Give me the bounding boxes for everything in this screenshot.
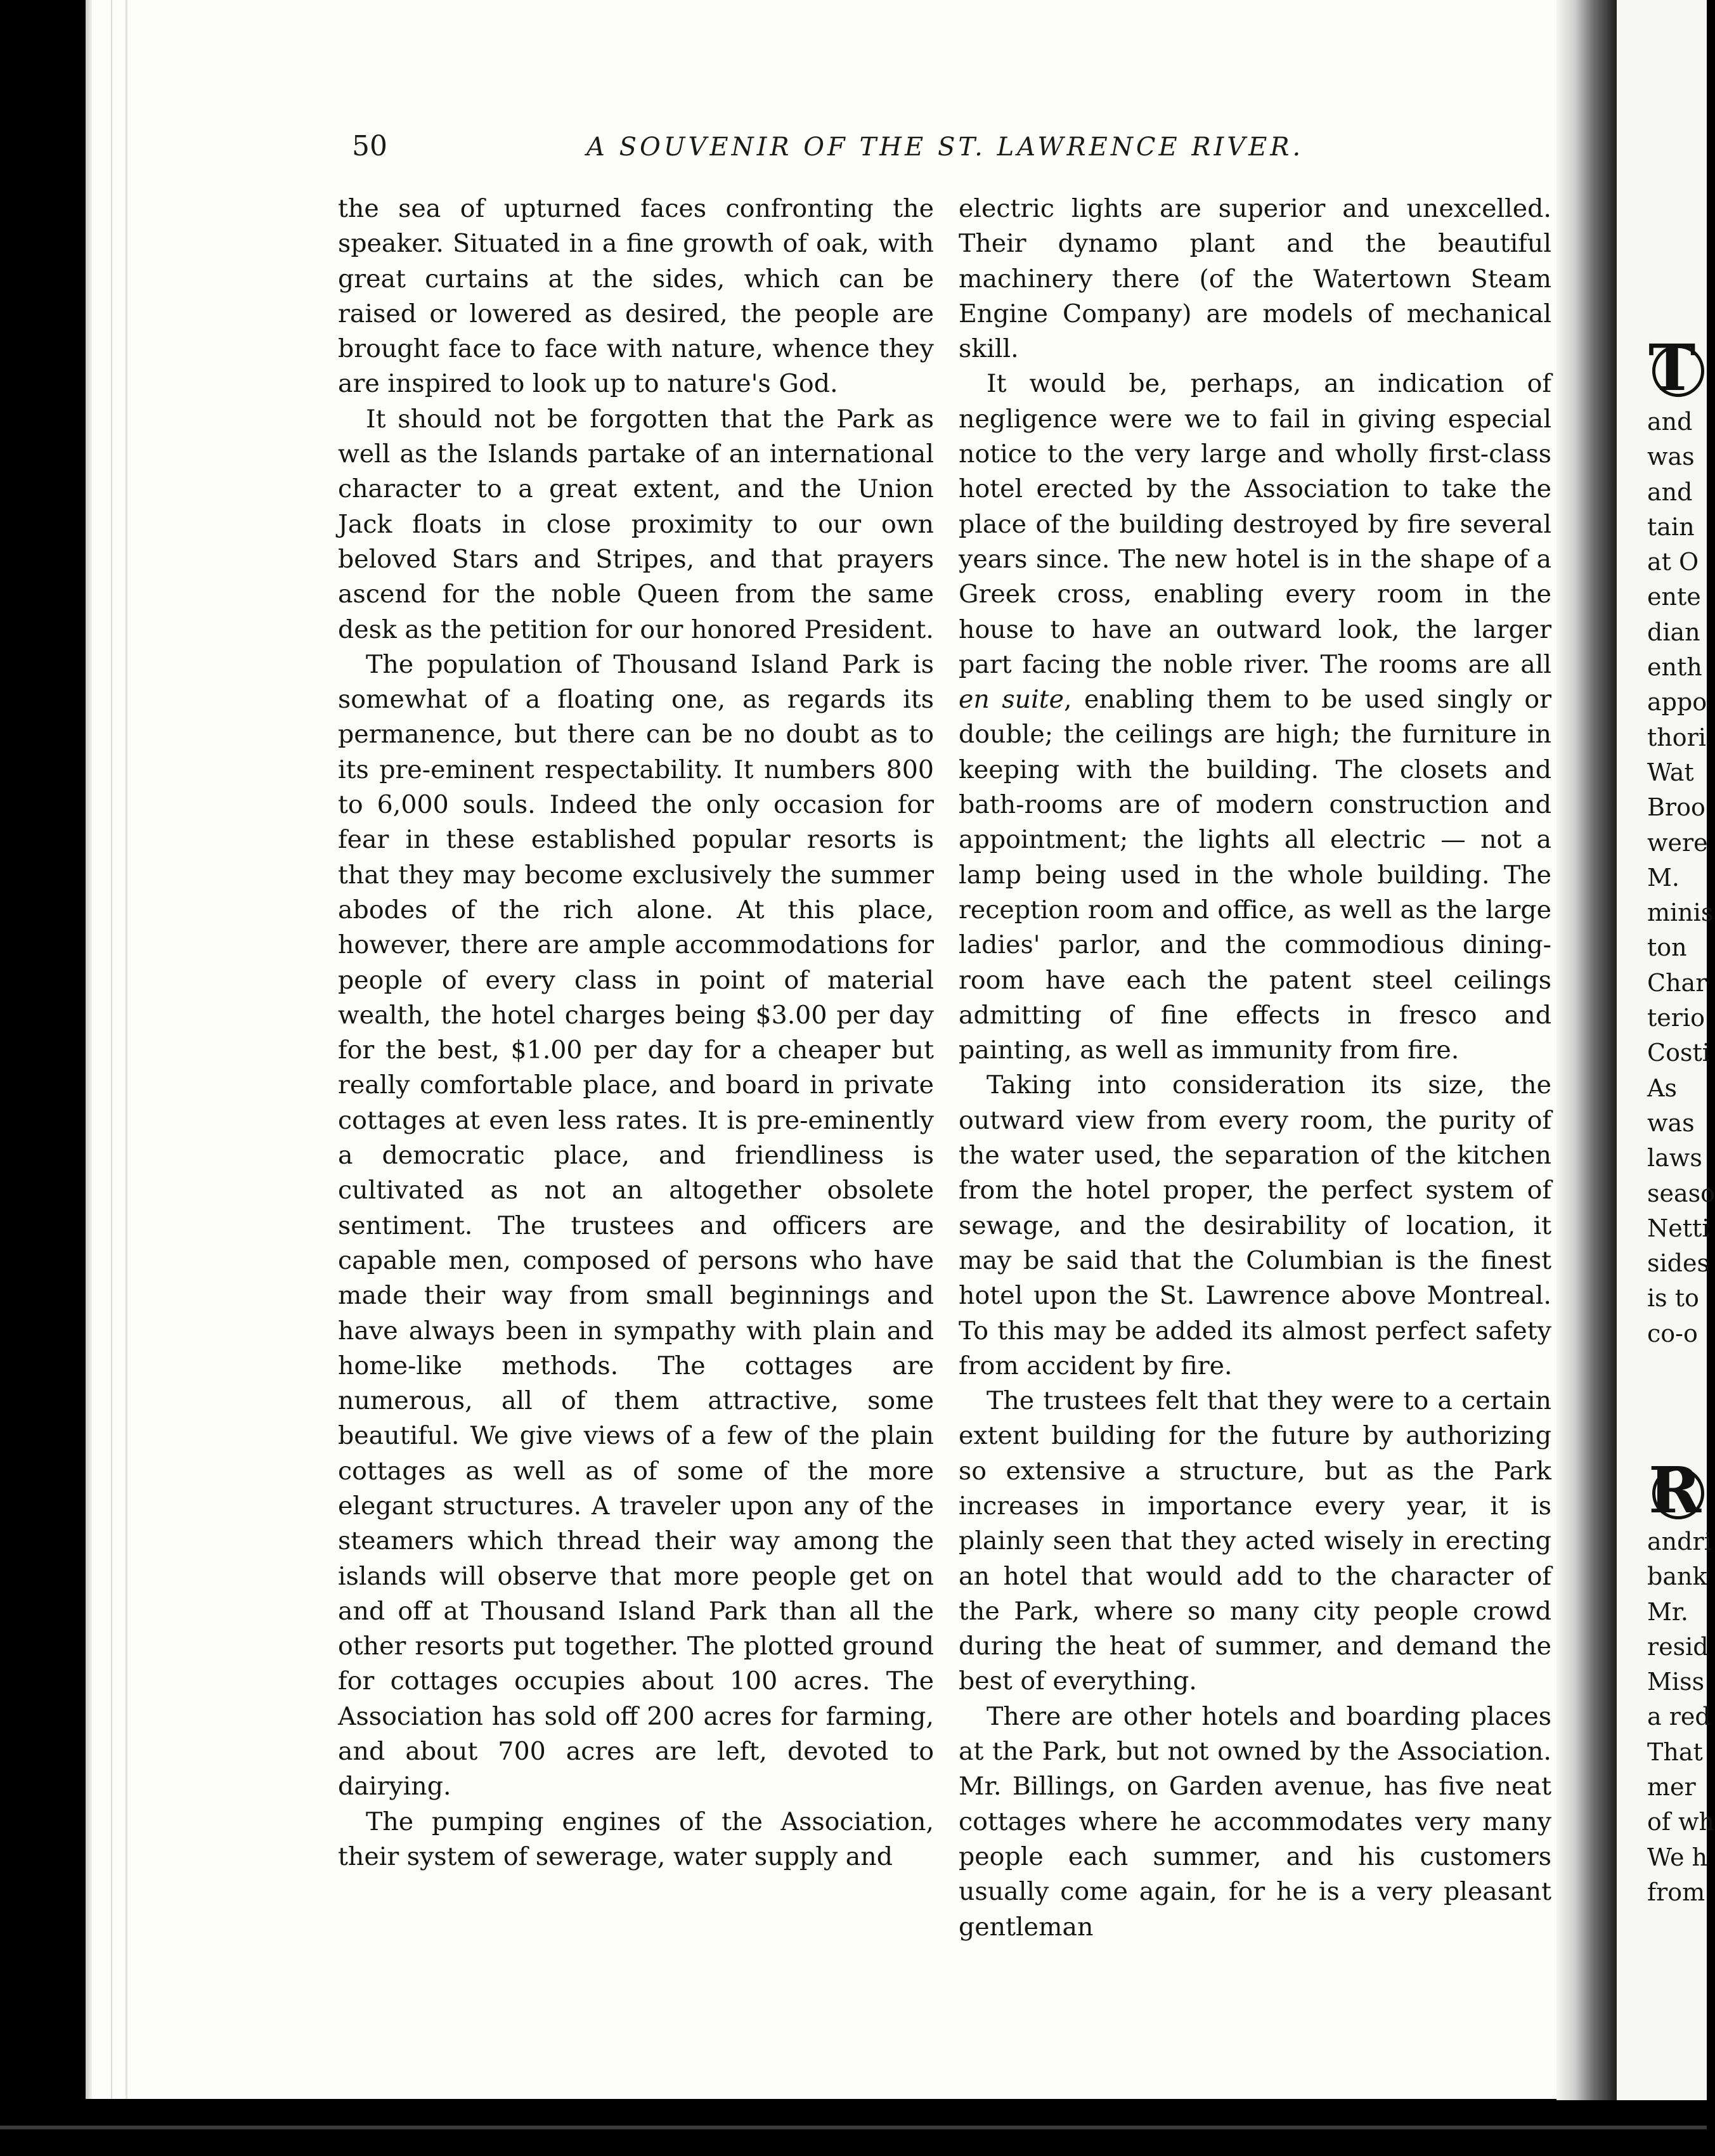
fragment-line: That <box>1647 1737 1703 1766</box>
paragraph: The trustees felt that they were to a certain extent building for the future by authorizing so extensive a structure, but as the Park increases in importance every year, it is plainly seen that they acted wisely in erecting an hotel that would add to the character of the Park, where so many city people crowd during the heat of summer, and demand the best of everything. <box>959 1386 1551 1696</box>
paragraph: Taking into consideration its size, the outward view from every room, the purity of the water used, the separation of the kitchen from the hotel proper, the perfect system of sewage, and the desirability of location, it may be said that the Columbian is the finest hotel upon the St. Lawrence above Montreal. To this may be added its almost perfect safety from accident by fire. <box>959 1070 1551 1380</box>
page-edge-line <box>111 0 112 2099</box>
fragment-line: Char <box>1647 968 1707 997</box>
paragraph <box>959 367 1551 1068</box>
paragraph: There are other hotels and boarding places at the Park, but not owned by the Association. Mr. Billings, on Garden avenue, has five neat cottages where he accommodates very many people each summer, and his customers usually come again, for he is a very pleasant gentleman <box>959 1701 1551 1942</box>
page-edge-line <box>126 0 127 2099</box>
scan-bottom-line <box>0 2126 1707 2129</box>
right-text-column <box>959 192 1551 1945</box>
fragment-line: tain <box>1647 512 1695 541</box>
book-gutter-shadow <box>1556 0 1617 2105</box>
fragment-line: from <box>1647 1878 1705 1906</box>
paragraph: The population of Thousand Island Park is somewhat of a floating one, as regards its permanence, but there can be no doubt as to its pre-eminent respectability. It numbers 800 to 6,000 souls. Indeed the only occasion for fear in these established popular resorts is that they may become exclusively the summer abodes of the rich alone. At this place, however, there are ample accommodations for people of every class in point of material wealth, the hotel charges being $3.00 per day for the best, $1.00 per day for a cheaper but really comfortable place, and board in private cottages at even less rates. It is pre-eminently a democratic place, and friendliness is cultivated as not an altogether obsolete sentiment. The trustees and officers are capable men, composed of persons who have made their way from small beginnings and have always been in sympathy with plain and home-like methods. The cottages are numerous, all of them attractive, some beautiful. We give views of a few of the plain cottages as well as of some of the more elegant structures. A traveler upon any of the steamers which thread their way among the islands will observe that more people get on and off at Thousand Island Park than all the other resorts put together. The plotted ground for cottages occupies about 100 acres. The Association has sold off 200 acres for farming, and about 700 acres are left, devoted to dairying. <box>338 649 934 1802</box>
fragment-line: co-o <box>1647 1319 1698 1348</box>
fragment-line: terio <box>1647 1004 1705 1032</box>
fragment-line: and <box>1647 477 1693 506</box>
fragment-line: Miss <box>1647 1668 1705 1696</box>
fragment-line: was <box>1647 1108 1695 1137</box>
paragraph-text: all <box>1520 649 1552 679</box>
running-head <box>352 130 1316 174</box>
fragment-line: seaso <box>1647 1179 1715 1207</box>
fragment-line: Costi <box>1647 1039 1710 1067</box>
fragment-line: sides <box>1647 1249 1709 1278</box>
fragment-line: at O <box>1647 548 1699 576</box>
fragment-line: Broo <box>1647 793 1705 822</box>
fragment-line: bank <box>1647 1562 1707 1591</box>
fragment-line: ton <box>1647 933 1687 962</box>
fragment-line: minis <box>1647 899 1714 927</box>
facing-page-fragment <box>1647 405 1715 1351</box>
fragment-line: a red <box>1647 1703 1711 1731</box>
fragment-line: thori <box>1647 723 1706 751</box>
fragment-line: of wh <box>1647 1808 1715 1836</box>
paragraph-text: It would be, perhaps, an indication of negligence were we to fail in giving especial notice to the very large and wholly first-class hotel erected by the Association to take the place of the building destroyed by fire several years since. The new hotel is in the shape of a Greek cross, enabling every room in the house to have an outward look, the larger part facing the noble river. The rooms are <box>959 369 1551 679</box>
drop-cap: T <box>1648 336 1705 399</box>
drop-cap: R <box>1648 1458 1705 1522</box>
fragment-line: ente <box>1647 583 1701 611</box>
fragment-line: was <box>1647 443 1695 471</box>
italic-term: en suite <box>959 685 1064 715</box>
paragraph-text: , enabling them to be used singly or double; the ceilings are high; the furniture in keeping with the building. The closets and bath-rooms are of modern construction and appointment; the lights all electric — not a lamp being used in the whole building. The reception room and office, as well as the large ladies' parlor, and the commodious dining-room have each the patent steel ceilings admitting of fine effects in fresco and painting, as well as immunity from fire. <box>959 685 1551 1065</box>
paragraph: electric lights are superior and unexcelled. Their dynamo plant and the beautiful machinery there (of the Watertown Steam Engine Company) are models of mechanical skill. <box>959 194 1551 364</box>
fragment-line: Mr. <box>1647 1597 1688 1626</box>
fragment-line: were <box>1647 828 1708 857</box>
paragraph: It should not be forgotten that the Park as well as the Islands partake of an international character to a great extent, and the Union Jack floats in close proximity to our own beloved Stars and Stripes, and that prayers ascend for the noble Queen from the same desk as the petition for our honored President. <box>338 404 934 644</box>
fragment-line: resid <box>1647 1632 1709 1661</box>
paragraph: the sea of upturned faces confronting the speaker. Situated in a fine growth of oak, with great curtains at the sides, which can be raised or lowered as desired, the people are brought face to face with nature, whence they are inspired to look up to nature's God. <box>338 194 934 399</box>
fragment-line: appo <box>1647 688 1707 717</box>
running-title: A SOUVENIR OF THE ST. LAWRENCE RIVER. <box>586 133 1304 162</box>
fragment-line: andri <box>1647 1528 1712 1555</box>
page-edge-shadow <box>86 0 92 2099</box>
fragment-line: enth <box>1647 653 1702 682</box>
fragment-line: laws <box>1647 1144 1702 1172</box>
fragment-line: dian <box>1647 618 1700 646</box>
fragment-line: mer <box>1647 1773 1696 1802</box>
facing-page-fragment <box>1647 1524 1715 1910</box>
page-number: 50 <box>352 130 387 162</box>
fragment-line: Netti <box>1647 1214 1710 1242</box>
paragraph: The pumping engines of the Association, their system of sewerage, water supply and <box>338 1807 934 1871</box>
fragment-line: M. <box>1647 863 1679 892</box>
fragment-line: We h <box>1647 1843 1707 1871</box>
fragment-line: is to <box>1647 1284 1699 1313</box>
fragment-line: and <box>1647 408 1693 436</box>
left-text-column <box>338 192 934 1874</box>
fragment-line: As <box>1647 1074 1677 1102</box>
fragment-line: Wat <box>1647 758 1694 786</box>
